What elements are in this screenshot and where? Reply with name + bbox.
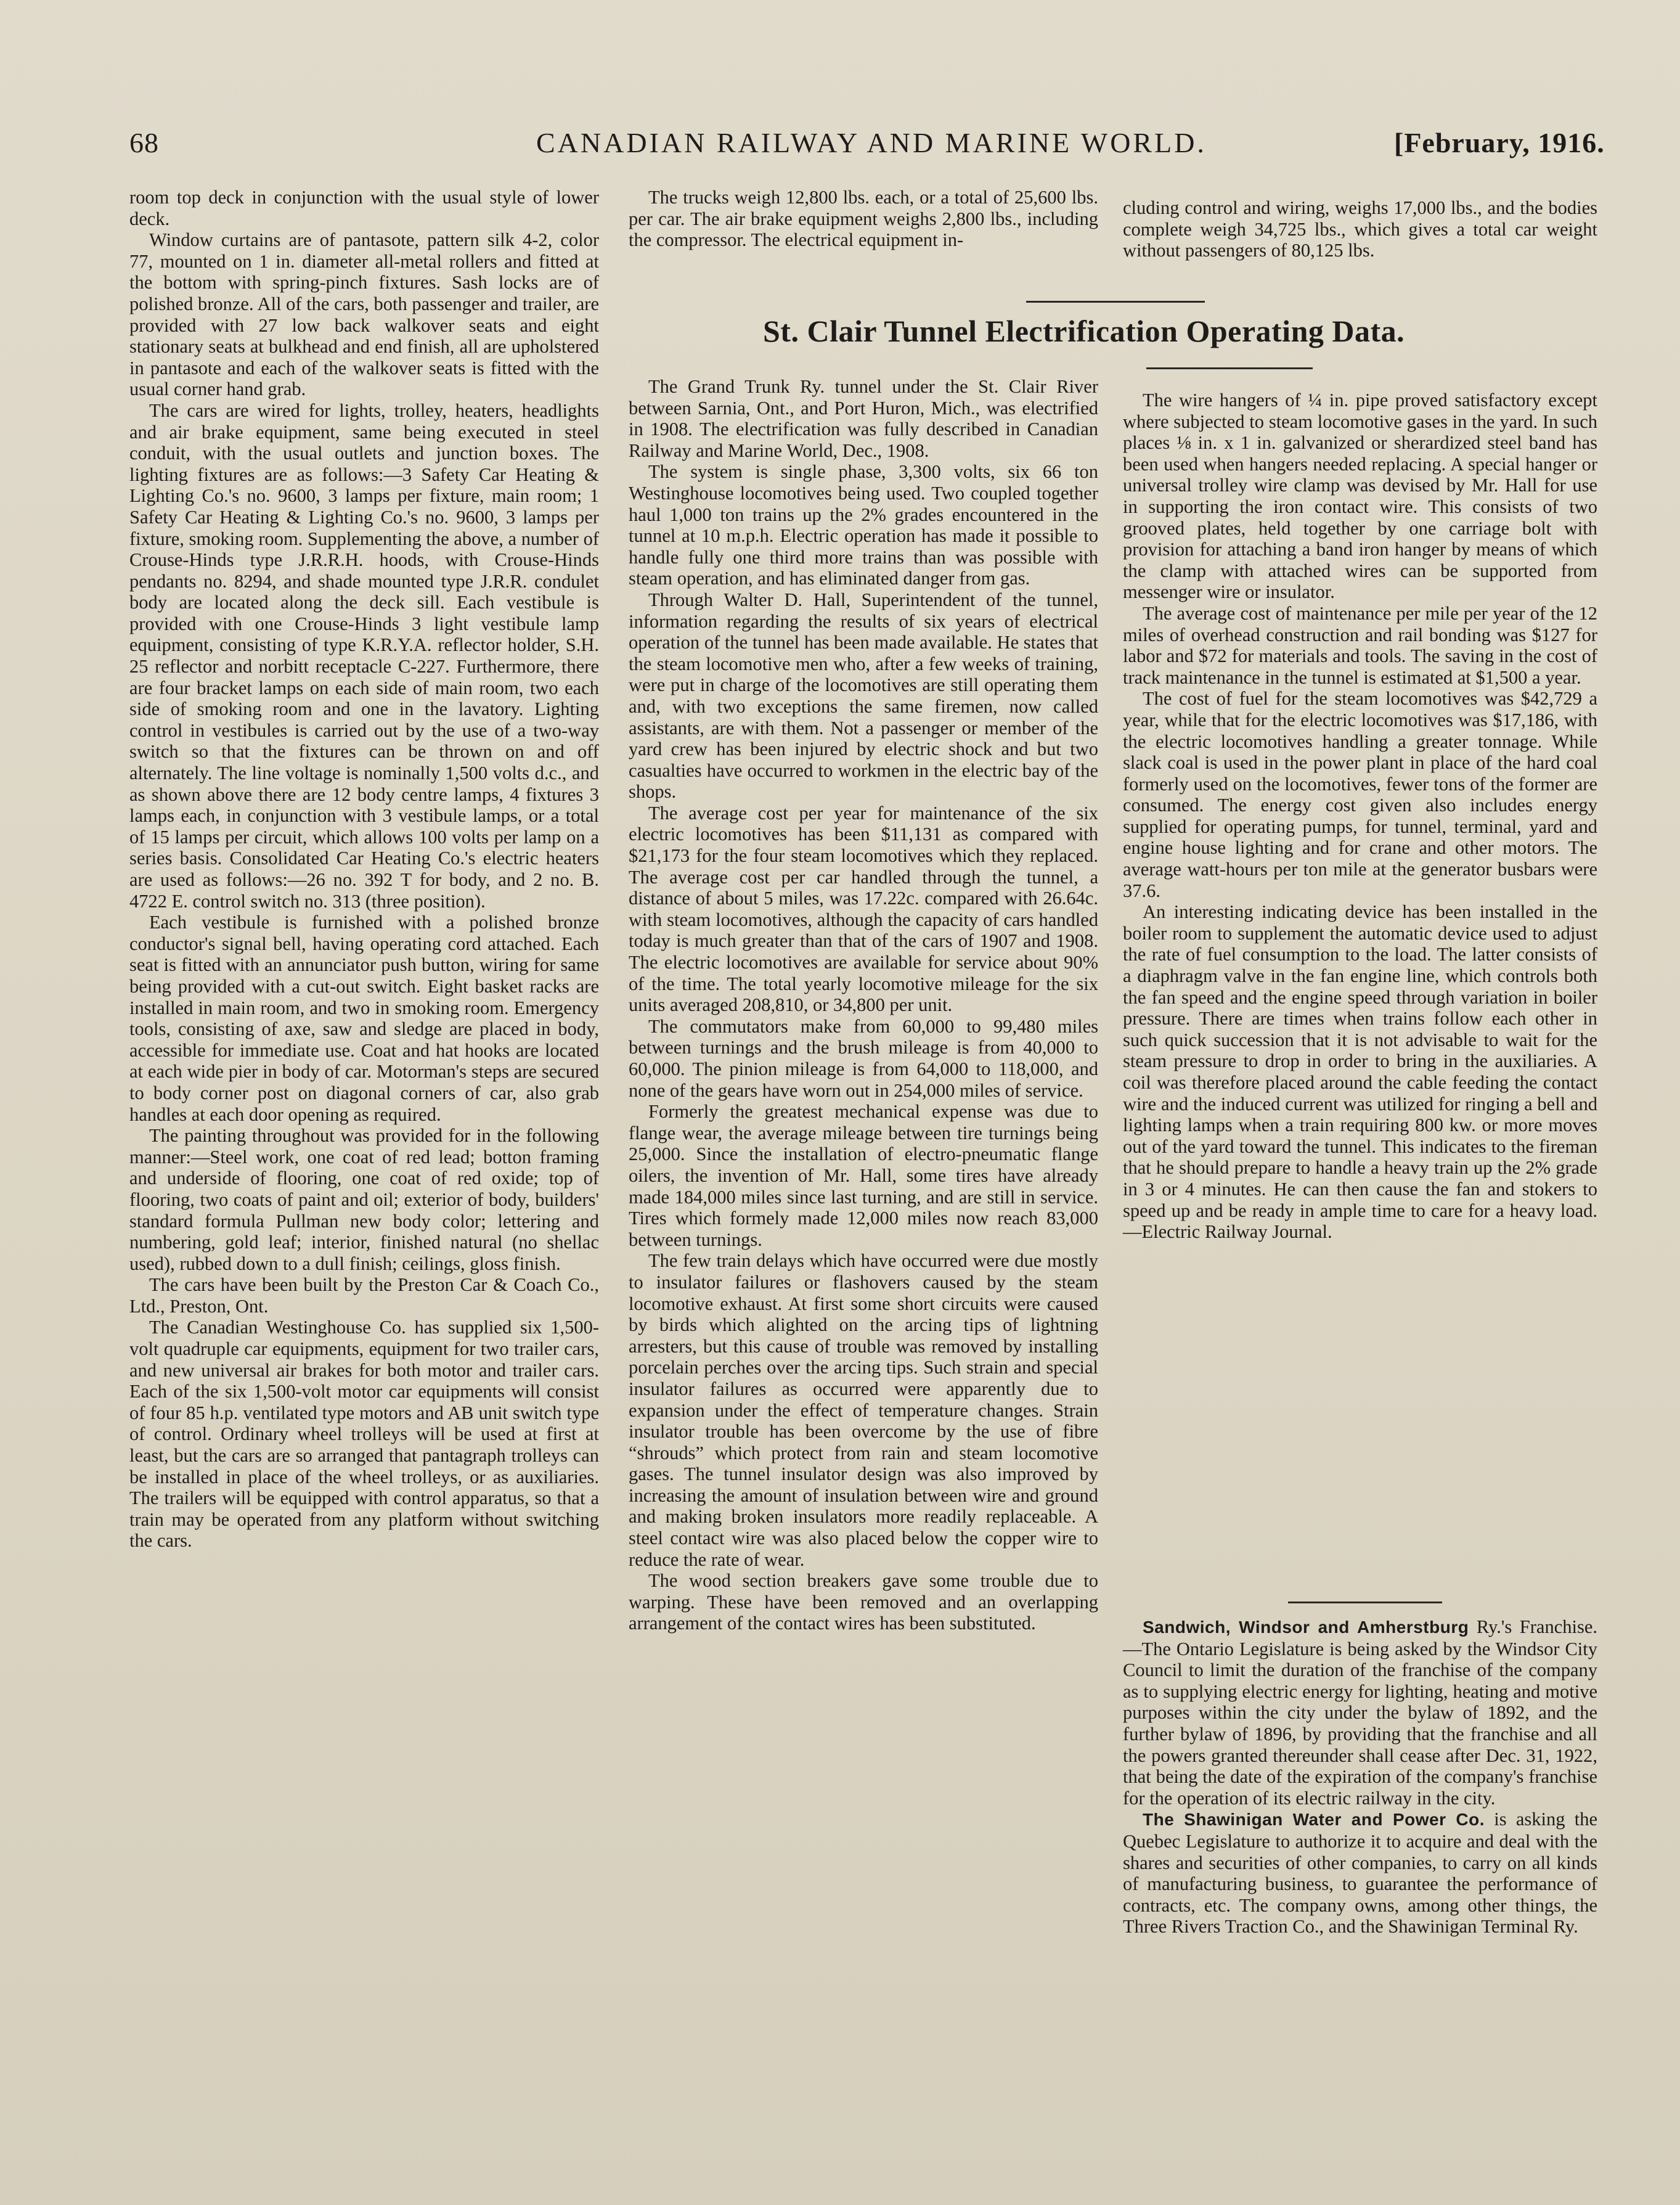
paragraph: The cars are wired for lights, trolley, heaters, headlights and air brake equipment, same being executed in steel conduit, with the usual outlets and junction boxes. The lighting fixtures are as follows:—3 Safety Car Heating & Lighting Co.'s no. 9600, 3 lamps per fixture, main room; 1 Safety Car Heating & Lighting Co.'s no. 9600, 3 lamps per fixture, smoking room. Supplementing the above, a number of Crouse-Hinds type J.R.R.H. hoods, with Crouse-Hinds pendants no. 8294, and shade mounted type J.R.R. condulet body are located along the deck sill. Each vestibule is provided with one Crouse-Hinds 3 light vestibule lamp equipment, consisting of type K.R.Y.A. reflector holder, S.H. 25 reflector and norbitt receptacle C-227. Furthermore, there are four bracket lamps on each side of main room, two each side of smoking room and one in the lavatory. Lighting control in vestibules is carried out by the use of a two-way switch so that the fixtures can be thrown on and off alternately. The line voltage is nominally 1,500 volts d.c., and as shown above there are 12 body centre lamps, 4 fixtures 3 lamps each, in conjunction with 3 vestibule lamps, or a total of 15 lamps per circuit, which allows 100 volts per lamp on a series basis. Consolidated Car Heating Co.'s electric heaters are used as follows:—26 no. 392 T for body, and 2 no. B. 4722 E. control switch no. 313 (three position). bbox=[129, 399, 599, 912]
paragraph: Formerly the greatest mechanical expense was due to flange wear, the average mileage between tire turnings being 25,000. Since the installation of electro-pneumatic flange oilers, the invention of Mr. Hall, some tires have already made 184,000 miles since last turning, and are still in service. Tires which formely made 12,000 miles now reach 83,000 between turnings. bbox=[629, 1101, 1098, 1250]
paragraph: The system is single phase, 3,300 volts, six 66 ton Westinghouse locomotives being used. Two coupled together haul 1,000 ton trains up the 2% grades encountered in the tunnel at 10 m.p.h. Electric operation has made it possible to handle fully one third more trains than was possible with steam operation, and has eliminated danger from gas. bbox=[629, 461, 1098, 589]
paragraph: The average cost per year for maintenance of the six electric locomotives has been $11,131 as compared with $21,173 for the four steam locomotives which they replaced. The average cost per car handled through the tunnel, a distance of about 5 miles, was 17.22c. compared with 26.64c. with steam locomotives, although the capacity of cars handled today is much greater than that of the cars of 1907 and 1908. The electric locomotives are available for service about 90% of the time. The total yearly locomotive mileage for the six units averaged 208,810, or 34,800 per unit. bbox=[629, 802, 1098, 1016]
column-3-top bbox=[1123, 197, 1597, 261]
paragraph: The Grand Trunk Ry. tunnel under the St. Clair River between Sarnia, Ont., and Port Huron, Mich., was electrified in 1908. The electrification was fully described in Canadian Railway and Marine World, Dec., 1908. bbox=[629, 376, 1098, 461]
news-text: is asking the Quebec Legislature to authorize it to acquire and deal with the shares and securities of other companies, to carry on all kinds of manufacturing business, to guarantee the performance of contracts, etc. The company owns, among other things, the Three Rivers Traction Co., and the Shawinigan Terminal Ry. bbox=[1123, 1809, 1597, 1937]
divider-rule bbox=[1288, 1602, 1442, 1603]
paragraph: Window curtains are of pantasote, pattern silk 4-2, color 77, mounted on 1 in. diameter all-metal rollers and fitted at the bottom with spring-pinch fixtures. Sash locks are of polished bronze. All of the cars, both passenger and trailer, are provided with 27 low back walkover seats and eight stationary seats at bulkhead and end finish, all are upholstered in pantasote and each of the walkover seats is fitted with the usual corner hand grab. bbox=[129, 229, 599, 400]
paragraph: cluding control and wiring, weighs 17,000 lbs., and the bodies complete weigh 34,725 lbs., which gives a total car weight without passengers of 80,125 lbs. bbox=[1123, 197, 1597, 261]
paragraph: The average cost of maintenance per mile per year of the 12 miles of overhead construction and rail bonding was $127 for labor and $72 for materials and tools. The saving in the cost of track maintenance in the tunnel is estimated at $1,500 a year. bbox=[1123, 602, 1597, 688]
news-item bbox=[1123, 1616, 1597, 1809]
issue-date: [February, 1916. bbox=[1394, 127, 1605, 158]
article-column-2 bbox=[1123, 390, 1597, 1243]
news-notes bbox=[1123, 1616, 1597, 1937]
news-text: Ry.'s Franchise.—The Ontario Legislature is being asked by the Windsor City Council to limit the duration of the franchise of the company as to supplying electric energy for lighting, heating and motive purposes within the city under the bylaw of 1892, and the further bylaw of 1896, by providing that the franchise and all the powers granted thereunder shall cease after Dec. 31, 1922, that being the date of the expiration of the company's franchise for the operation of its electric railway in the city. bbox=[1123, 1616, 1597, 1809]
paragraph: The painting throughout was provided for in the following manner:—Steel work, one coat of red lead; botton framing and underside of flooring, one coat of red oxide; top of flooring, two coats of paint and oil; exterior of body, builders' standard formula Pullman new body color; lettering and numbering, gold leaf; interior, finished natural (no shellac used), rubbed down to a dull finish; ceilings, gloss finish. bbox=[129, 1125, 599, 1274]
column-2-top bbox=[629, 187, 1098, 251]
divider-rule bbox=[1026, 301, 1205, 303]
article-title: St. Clair Tunnel Electrification Operating Data. bbox=[763, 314, 1405, 348]
article-column-1 bbox=[629, 376, 1098, 1634]
news-lead: The Shawinigan Water and Power Co. bbox=[1143, 1810, 1485, 1830]
paragraph: Through Walter D. Hall, Superintendent of the tunnel, information regarding the results of six years of electrical operation of the tunnel has been made available. He states that the steam locomotive men who, after a few weeks of training, were put in charge of the locomotives are still operating them and, with two exceptions the same firemen, now called assistants, are with them. Not a passenger or member of the yard crew has been injured by electric shock and but two casualties have occurred to workmen in the electric bay of the shops. bbox=[629, 589, 1098, 803]
column-1 bbox=[129, 187, 599, 1552]
publication-title: CANADIAN RAILWAY AND MARINE WORLD. bbox=[536, 127, 1207, 158]
news-lead: Sandwich, Windsor and Amherstburg bbox=[1143, 1618, 1469, 1637]
paragraph: An interesting indicating device has been installed in the boiler room to supplement the automatic device used to adjust the rate of fuel consumption to the load. The latter consists of a diaphragm valve in the fan engine line, which controls both the fan speed and the engine speed through variation in boiler pressure. There are times when trains follow each other in such quick succession that it is not advisable to wait for the steam pressure to drop in order to bring in the auxiliaries. A coil was therefore placed around the cable feeding the contact wire and the induced current was utilized for ringing a bell and lighting lamps when a train requiring 800 kw. or more moves out of the yard toward the tunnel. This indicates to the fireman that he should prepare to handle a heavy train up the 2% grade in 3 or 4 minutes. He can then cause the fan and stokers to speed up and be ready in ample time to care for a heavy load.—Electric Railway Journal. bbox=[1123, 901, 1597, 1243]
paragraph: The Canadian Westinghouse Co. has supplied six 1,500-volt quadruple car equipments, equipment for two trailer cars, and new universal air brakes for both motor and trailer cars. Each of the six 1,500-volt motor car equipments will consist of four 85 h.p. ventilated type motors and AB unit switch type of control. Ordinary wheel trolleys will be used at first at least, but the cars are so arranged that pantagraph trolleys can be installed in place of the wheel trolleys, or as auxiliaries. The trailers will be equipped with control apparatus, so that a train may be operated from any platform without switching the cars. bbox=[129, 1317, 599, 1552]
paragraph: The cars have been built by the Preston Car & Coach Co., Ltd., Preston, Ont. bbox=[129, 1274, 599, 1317]
divider-rule bbox=[1146, 367, 1313, 369]
paragraph: Each vestibule is furnished with a polished bronze conductor's signal bell, having operating cord attached. Each seat is fitted with an annunciator push button, wiring for same being provided with a cut-out switch. Eight basket racks are installed in main room, and two in smoking room. Emergency tools, consisting of axe, saw and sledge are placed in body, accessible for immediate use. Coat and hat hooks are located at each wide pier in body of car. Motorman's steps are secured to body corner post on diagonal corners of car, also grab handles at each door opening as required. bbox=[129, 912, 599, 1125]
paragraph: room top deck in conjunction with the usual style of lower deck. bbox=[129, 187, 599, 229]
news-item bbox=[1123, 1809, 1597, 1937]
paragraph: The wire hangers of ¼ in. pipe proved satisfactory except where subjected to steam locomotive gases in the yard. In such places ⅛ in. x 1 in. galvanized or sherardized steel band has been used when hangers needed replacing. A special hanger or universal trolley wire clamp was devised by Mr. Hall for use in supporting the iron contact wire. This consists of two grooved plates, held together by one carriage bolt with provision for attaching a band iron hanger by means of which the clamp with attached wires can be supported from messenger wire or insulator. bbox=[1123, 390, 1597, 603]
page-number: 68 bbox=[129, 127, 159, 158]
paragraph: The trucks weigh 12,800 lbs. each, or a total of 25,600 lbs. per car. The air brake equipment weighs 2,800 lbs., including the compressor. The electrical equipment in- bbox=[629, 187, 1098, 251]
paragraph: The few train delays which have occurred were due mostly to insulator failures or flashovers caused by the steam locomotive exhaust. At first some short circuits were caused by birds which alighted on the arcing tips of lightning arresters, but this cause of trouble was removed by installing porcelain perches over the arcing tips. Such strain and special insulator failures as occurred were apparently due to expansion under the effect of temperature changes. Strain insulator trouble has been overcome by the use of fibre “shrouds” which protect from rain and steam locomotive gases. The tunnel insulator design was also improved by increasing the amount of insulation between wire and ground and making broken insulators more readily replaceable. A steel contact wire was also placed below the copper wire to reduce the rate of wear. bbox=[629, 1250, 1098, 1570]
paragraph: The commutators make from 60,000 to 99,480 miles between turnings and the brush mileage is from 40,000 to 60,000. The pinion mileage is from 64,000 to 118,000, and none of the gears have worn out in 254,000 miles of service. bbox=[629, 1015, 1098, 1101]
paragraph: The wood section breakers gave some trouble due to warping. These have been removed and an overlapping arrangement of the contact wires has been substituted. bbox=[629, 1570, 1098, 1634]
paragraph: The cost of fuel for the steam locomotives was $42,729 a year, while that for the electric locomotives was $17,186, with the electric locomotives handling a greater tonnage. While slack coal is used in the power plant in place of the hard coal formerly used on the locomotives, fewer tons of the former are consumed. The energy cost given also includes energy supplied for operating pumps, for tunnel, terminal, yard and engine house lighting and for crane and other motors. The average watt-hours per ton mile at the generator busbars were 37.6. bbox=[1123, 688, 1597, 901]
